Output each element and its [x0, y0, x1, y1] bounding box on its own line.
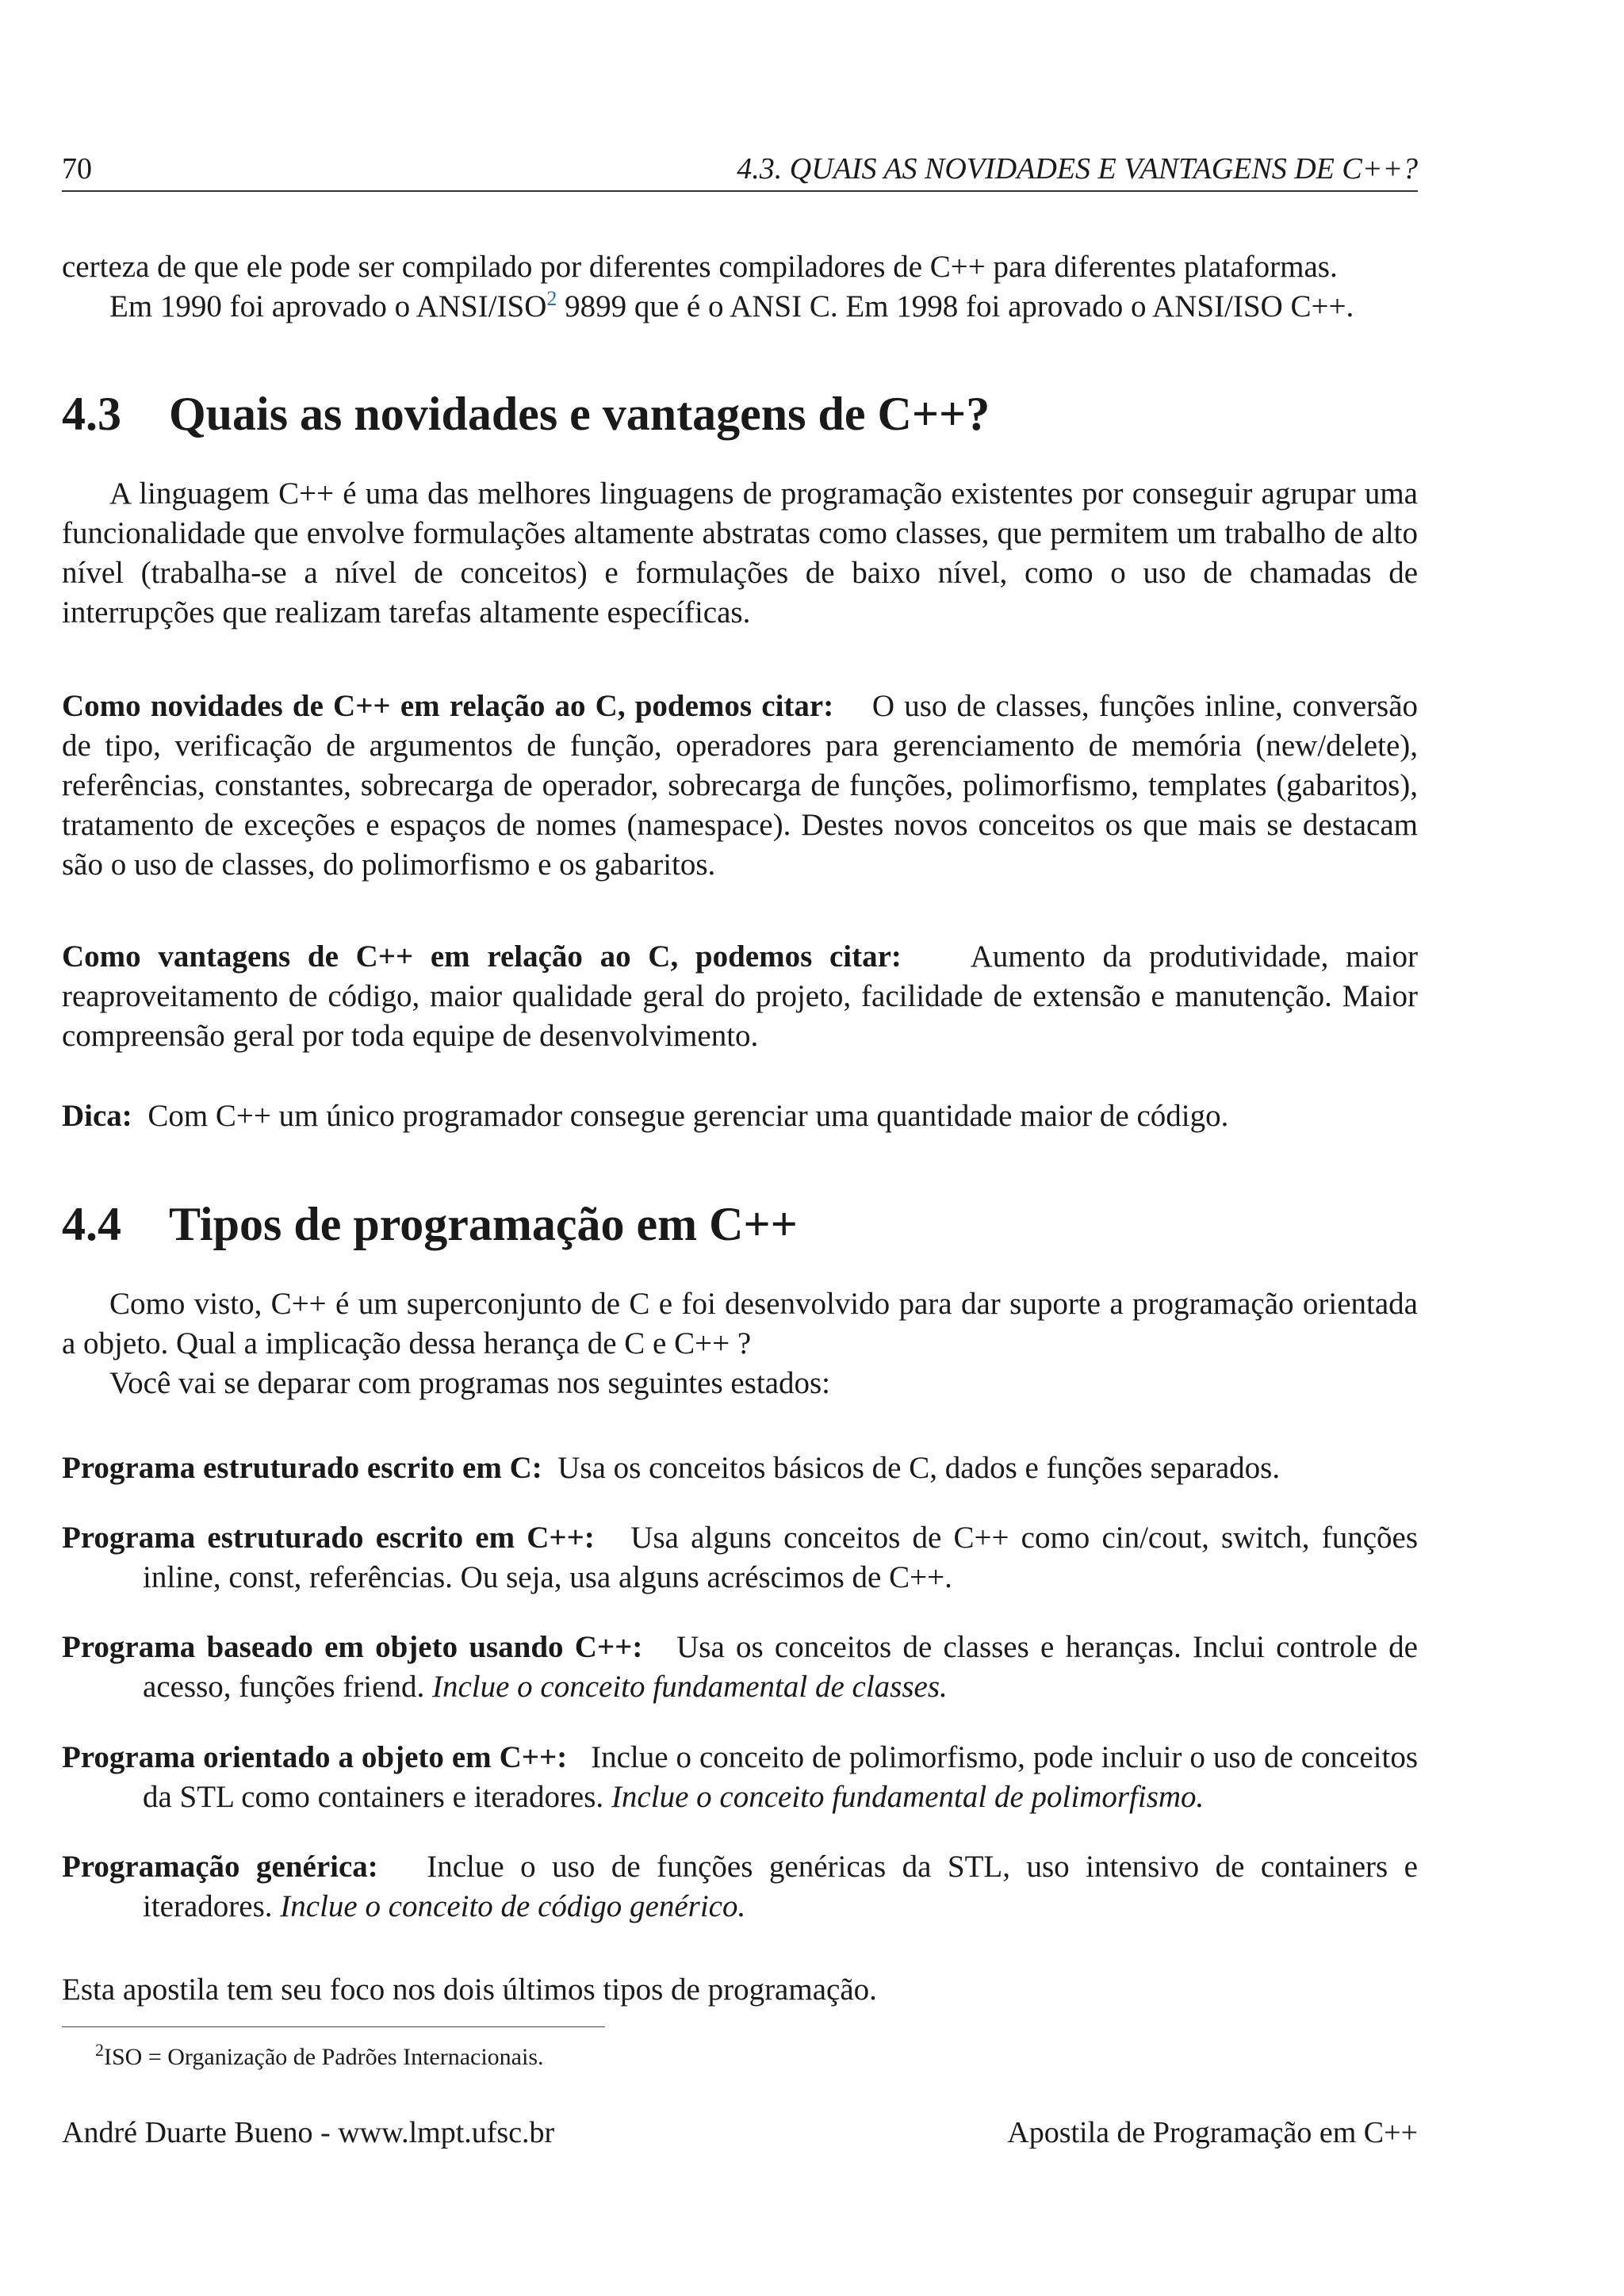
section-4-4-paragraph-2: Você vai se deparar com programas nos seguintes estados:	[109, 1366, 831, 1400]
intro-line-1: certeza de que ele pode ser compilado por diferentes compiladores de C++ para diferentes plataformas.	[62, 250, 1338, 284]
vantagens-block	[62, 937, 1418, 1056]
section-heading-4-4: 4.4 Tipos de programação em C++	[62, 1198, 798, 1250]
novidades-block	[62, 687, 1418, 885]
intro-text	[62, 247, 1418, 327]
footer-title: Apostila de Programação em C++	[1007, 2116, 1418, 2149]
program-type-4: Programa orientado a objeto em C++: Inclue o conceito de polimorfismo, pode incluir o uso de conceitos da STL como containers e iteradores. Inclue o conceito fundamental de polimorfismo.	[62, 1740, 1419, 1814]
vantagens-label: Como vantagens de C++ em relação ao C, podemos citar:	[62, 939, 902, 974]
program-type-1: Programa estruturado escrito em C: Usa os conceitos básicos de C, dados e funções separados.	[62, 1451, 1281, 1485]
page-number: 70	[62, 152, 92, 186]
footer-author: André Duarte Bueno - www.lmpt.ufsc.br	[62, 2116, 555, 2149]
intro-line-2: Em 1990 foi aprovado o ANSI/ISO$^2$ 9899 que é o ANSI C. Em 1998 foi aprovado o ANSI/ISO C++.	[109, 287, 1354, 323]
running-title: 4.3. QUAIS AS NOVIDADES E VANTAGENS DE C++?	[737, 152, 1418, 186]
novidades-text: O uso de classes, funções inline, conversão de tipo, verificação de argumentos de função, operadores para gerenciamento de memória (new/delete), referências, constantes, sobrecarga de operador, sobrecarga de funções, polimorfismo, templates (gabaritos), tratamento de exceções e espaços de nomes (namespace). Destes novos conceitos os que mais se destacam são o uso de classes, do polimorfismo e os gabaritos.	[62, 689, 1419, 882]
running-header	[62, 149, 1418, 192]
section-heading-4-3: 4.3 Quais as novidades e vantagens de C++?	[62, 388, 990, 440]
section-4-4-body	[62, 1284, 1418, 1403]
novidades-label: Como novidades de C++ em relação ao C, podemos citar:	[62, 689, 834, 723]
dica-text: Com C++ um único programador consegue gerenciar uma quantidade maior de código.	[147, 1099, 1229, 1133]
footnote-divider	[62, 2026, 605, 2027]
program-type-3: Programa baseado em objeto usando C++: Usa os conceitos de classes e heranças. Inclui controle de acesso, funções friend. Inclue o conceito fundamental de classes.	[62, 1630, 1418, 1704]
section-4-3-paragraph: A linguagem C++ é uma das melhores linguagens de programação existentes por conseguir agrupar uma funcionalidade que envolve formulações altamente abstratas como classes, que permitem um trabalho de alto nível (trabalha-se a nível de conceitos) e formulações de baixo nível, como o uso de chamadas de interrupções que realizam tarefas altamente específicas.	[62, 476, 1418, 629]
program-type-2: Programa estruturado escrito em C++: Usa alguns conceitos de C++ como cin/cout, switch, funções inline, const, referências. Ou seja, usa alguns acréscimos de C++.	[62, 1521, 1418, 1594]
footnote: $^2$ISO = Organização de Padrões Internacionais.	[95, 2040, 544, 2070]
footnote-ref[interactable]: 2	[546, 287, 557, 310]
vantagens-text: Aumento da produtividade, maior reaproveitamento de código, maior qualidade geral do projeto, facilidade de extensão e manutenção. Maior compreensão geral por toda equipe de desenvolvimento.	[62, 939, 1418, 1053]
program-type-5: Programação genérica: Inclue o uso de funções genéricas da STL, uso intensivo de containers e iteradores. Inclue o conceito de código genérico.	[62, 1850, 1418, 1923]
section-4-3-body	[62, 474, 1418, 633]
dica-label: Dica:	[62, 1099, 132, 1133]
closing-line: Esta apostila tem seu foco nos dois últimos tipos de programação.	[62, 1973, 877, 2007]
section-4-4-paragraph-1: Como visto, C++ é um superconjunto de C e foi desenvolvido para dar suporte a programação orientada a objeto. Qual a implicação dessa herança de C e C++ ?	[62, 1287, 1418, 1360]
dica-block	[62, 1096, 1418, 1136]
